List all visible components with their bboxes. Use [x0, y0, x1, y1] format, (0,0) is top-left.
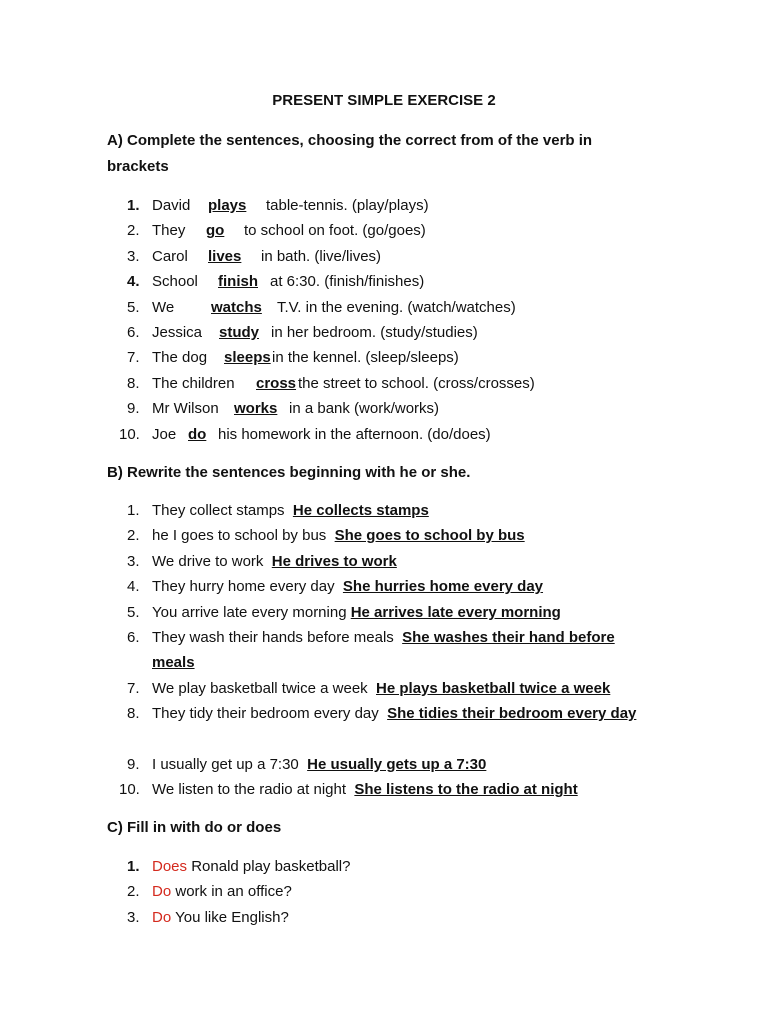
list-item	[107, 320, 667, 345]
list-item	[107, 295, 667, 320]
list-item	[107, 523, 667, 548]
item-number: 10.	[119, 425, 140, 443]
item-number: 9.	[127, 755, 140, 773]
section-a-list	[107, 193, 667, 447]
section-b-list	[107, 498, 667, 803]
item-suffix: to school on foot. (go/goes)	[244, 222, 426, 240]
list-item	[107, 676, 667, 701]
item-prefix: I usually get up a 7:30	[152, 755, 299, 773]
item-prefix: We drive to work	[152, 552, 264, 570]
answer-text: He usually gets up a 7:30	[307, 755, 487, 773]
item-number: 3.	[127, 552, 140, 570]
item-prefix: They hurry home every day	[152, 578, 335, 596]
item-number: 2.	[127, 527, 140, 545]
answer-text: lives	[208, 247, 242, 265]
item-prefix: They tidy their bedroom every day	[152, 705, 379, 723]
answer-text: sleeps	[224, 349, 271, 367]
list-item	[107, 218, 667, 243]
item-suffix: in a bank (work/works)	[289, 400, 440, 418]
item-number: 2.	[127, 222, 140, 240]
list-item	[107, 854, 667, 879]
answer-text: She washes their hand before meals	[152, 628, 615, 672]
item-suffix: in bath. (live/lives)	[261, 247, 382, 265]
answer-text: Do	[152, 883, 172, 901]
item-suffix: in the kennel. (sleep/sleeps)	[272, 349, 459, 367]
list-item	[107, 498, 667, 523]
item-suffix: work in an office?	[175, 883, 292, 901]
item-number: 10.	[119, 781, 140, 799]
item-number: 7.	[127, 679, 140, 697]
item-suffix: the street to school. (cross/crosses)	[298, 374, 535, 392]
answer-text: She goes to school by bus	[334, 527, 525, 545]
list-item	[107, 345, 667, 370]
item-number: 1.	[127, 502, 140, 519]
list-item	[107, 422, 667, 447]
item-prefix: The dog	[152, 349, 208, 367]
item-number: 6.	[127, 323, 140, 341]
list-item	[107, 879, 667, 904]
answer-text: finish	[218, 273, 258, 291]
item-number: 1.	[127, 858, 140, 875]
item-prefix: The children	[152, 374, 235, 392]
section-a-heading: A) Complete the sentences, choosing the correct from of the verb in brackets	[107, 132, 593, 175]
item-prefix: he I goes to school by bus	[152, 527, 327, 545]
item-number: 3.	[127, 247, 140, 265]
item-prefix: We	[152, 298, 175, 316]
list-item	[107, 625, 667, 676]
item-number: 4.	[127, 273, 140, 291]
list-item	[107, 244, 667, 269]
list-item	[107, 193, 667, 218]
answer-text: He drives to work	[271, 552, 397, 570]
item-suffix: table-tennis. (play/plays)	[266, 197, 429, 214]
item-prefix: Joe	[152, 425, 177, 443]
answer-text: She listens to the radio at night	[354, 781, 578, 799]
item-number: 5.	[127, 603, 140, 621]
item-number: 3.	[127, 908, 140, 926]
item-number: 8.	[127, 705, 140, 723]
answer-text: study	[219, 323, 260, 341]
item-suffix: You like English?	[175, 908, 289, 926]
answer-text: She hurries home every day	[342, 578, 544, 596]
item-prefix: They wash their hands before meals	[152, 628, 394, 646]
answer-text: He plays basketball twice a week	[376, 679, 611, 697]
list-item	[107, 777, 667, 802]
item-suffix: his homework in the afternoon. (do/does)	[218, 425, 491, 443]
item-prefix: They	[152, 222, 186, 240]
answer-text: do	[188, 425, 207, 443]
item-suffix: T.V. in the evening. (watch/watches)	[277, 298, 516, 316]
item-number: 1.	[127, 197, 140, 214]
list-item	[107, 600, 667, 625]
item-prefix: You arrive late every morning	[152, 603, 347, 621]
answer-text: go	[206, 222, 225, 240]
list-item	[107, 269, 667, 294]
answer-text: plays	[208, 197, 247, 214]
section-c-heading: C) Fill in with do or does	[107, 819, 282, 836]
answer-text: watchs	[211, 298, 262, 316]
section-c-list	[107, 854, 667, 930]
item-number: 8.	[127, 374, 140, 392]
item-prefix: David	[152, 197, 191, 214]
item-prefix: We listen to the radio at night	[152, 781, 347, 799]
item-number: 2.	[127, 883, 140, 901]
item-number: 6.	[127, 628, 140, 646]
list-item	[107, 574, 667, 599]
list-item	[107, 752, 667, 777]
item-number: 4.	[127, 578, 140, 596]
item-suffix: at 6:30. (finish/finishes)	[270, 273, 425, 291]
page-title: PRESENT SIMPLE EXERCISE 2	[272, 92, 496, 109]
list-item	[107, 701, 667, 752]
answer-text: cross	[256, 374, 297, 392]
item-suffix: Ronald play basketball?	[191, 858, 351, 875]
list-item	[107, 371, 667, 396]
item-prefix: School	[152, 273, 198, 291]
item-prefix: They collect stamps	[152, 502, 285, 519]
answer-text: He collects stamps	[292, 502, 429, 519]
item-prefix: Mr Wilson	[152, 400, 219, 418]
list-item	[107, 549, 667, 574]
answer-text: works	[234, 400, 278, 418]
item-prefix: Carol	[152, 247, 188, 265]
answer-text: Does	[152, 858, 188, 875]
answer-text: She tidies their bedroom every day	[387, 705, 637, 723]
item-suffix: in her bedroom. (study/studies)	[271, 323, 478, 341]
item-prefix: Jessica	[152, 323, 203, 341]
item-number: 5.	[127, 298, 140, 316]
answer-text: Do	[152, 908, 172, 926]
list-item	[107, 905, 667, 930]
list-item	[107, 396, 667, 421]
answer-text: He arrives late every morning	[350, 603, 561, 621]
item-number: 9.	[127, 400, 140, 418]
item-prefix: We play basketball twice a week	[152, 679, 368, 697]
section-b-heading: B) Rewrite the sentences beginning with he or she.	[107, 464, 471, 481]
item-number: 7.	[127, 349, 140, 367]
